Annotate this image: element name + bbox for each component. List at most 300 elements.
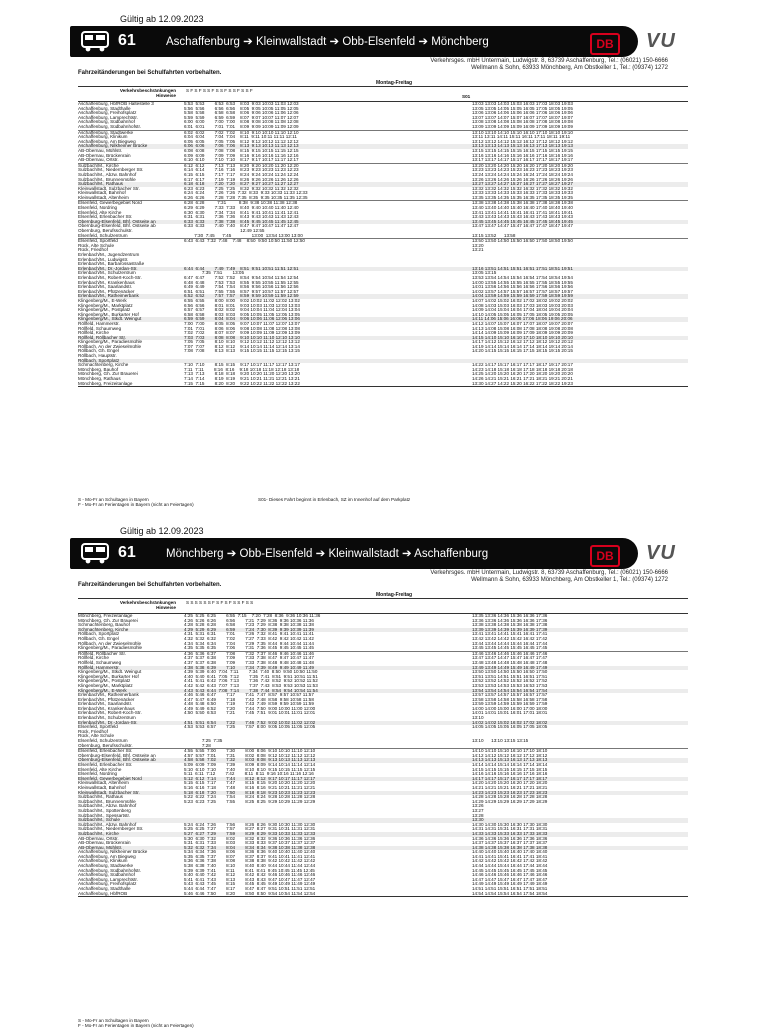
afternoon-times: 14:05 14:05 15:05 16:05 17:05 18:05: [472, 724, 548, 730]
stop-name: Obernburg, Berufsschulstr.: [78, 742, 133, 748]
stop-name: Sulzbach/M., Spessartstr.: [78, 812, 131, 818]
timetable-row: [78, 196, 688, 201]
morning-times: 7:15 7:15 8:20 8:20 9:22 10:22 11:22 12:22 13:22: [184, 380, 300, 386]
morning-times: 5:12 6:12 7:14 7:44 8:12 8:12 9:17 10:17 11:17 12:17: [184, 775, 316, 781]
stop-name: Aschaffenburg, Stadtwerke: [78, 129, 134, 135]
morning-times: 5:09 6:09 7:09 7:39 8:09 8:09 9:14 10:14 11:14 12:14: [184, 762, 316, 767]
afternoon-times: 14:13 14:08 15:08 16:08 17:08 18:08 19:08 20:08: [472, 325, 573, 331]
afternoon-times: 13:35 13:36 14:36 15:36 16:36 17:36: [472, 613, 548, 618]
morning-times: 7:25 7:35: [184, 738, 223, 744]
timetable-header: [78, 598, 688, 614]
afternoon-times: 14:41 14:41 15:41 16:41 17:41 18:41: [472, 853, 548, 859]
afternoon-times: 14:11 14:06 15:06 16:06 17:06 18:06 19:06 20:06: [472, 316, 573, 322]
morning-times: 5:39 6:39 7:41 8:11 8:41 8:41 9:45 10:45 11:45 12:45: [184, 867, 315, 873]
timetable-row: [78, 234, 688, 239]
footnotes: [78, 1018, 194, 1028]
afternoon-times: 13:27 13:27 14:27 15:27 16:27 17:27 18:27 19:27: [472, 181, 573, 187]
morning-times: 6:51 6:51 7:55 7:55 8:57 9:57 10:57 11:57 12:57: [184, 288, 299, 294]
afternoon-times: 13:30: [472, 817, 484, 823]
header-restrictions: Verkehrsbeschränkungen: [119, 600, 176, 605]
stop-name: Schmachtenberg, Bauhof: [78, 622, 130, 628]
stop-name: Sulzbach/M., Niedernberger Str.: [78, 826, 144, 832]
stop-name: AB-Obernau, Ortstr.: [78, 157, 119, 163]
stop-name: Rück, Friedhof: [78, 728, 108, 734]
footnote-school-days: S - Mo-Fr an Schultagen in Bayern: [78, 497, 149, 502]
stop-name: Aschaffenburg, Klinikum: [78, 134, 128, 140]
afternoon-times: 14:21 14:21 15:21 16:21 17:21 18:21: [472, 784, 548, 790]
stop-name: Klingenberg/M., E-Werk: [78, 687, 127, 693]
stop-name: Mönchberg, Freizeitanlage: [78, 380, 133, 386]
stop-name: Klingenberg/M., Paradiesmühle: [78, 339, 143, 345]
afternoon-times: 14:47 14:47 15:47 16:47 17:47 18:47: [472, 876, 548, 882]
afternoon-times: 14:20 14:20 15:20 16:20 17:20 18:20: [472, 780, 548, 786]
morning-times: 6:10 6:10 7:10 7:10 8:17 9:17 10:17 11:17 12:17: [184, 157, 299, 163]
afternoon-times: 14:36 14:36 15:36 16:36 17:36 18:36: [472, 835, 548, 841]
valid-from: Gültig ab 12.09.2023: [120, 526, 204, 536]
line-number: 61: [118, 32, 136, 49]
morning-times: 6:59 6:59 8:04 8:04 9:06 10:06 11:06 12:06 13:06: [184, 316, 300, 322]
afternoon-times: 13:33 13:33 14:33 15:33 16:33 17:33 18:33 19:33: [472, 190, 573, 196]
stop-name: Aschaffenburg, Am Biegweg: [78, 853, 136, 859]
morning-times: 5:35 6:35 7:37 8:07 8:37 8:37 9:41 10:41 11:41 12:41: [184, 853, 316, 859]
morning-times: 5:31 6:31 7:33 8:03 8:33 8:33 9:37 10:37 11:37 12:37: [184, 840, 316, 846]
afternoon-times: 14:44 14:44 15:44 16:44 17:44 18:44: [472, 863, 548, 869]
morning-times: 6:30 6:30 7:34 7:34 8:41 9:41 10:41 11:41 12:41: [184, 209, 299, 215]
afternoon-times: 14:22 14:17 15:17 16:17 17:17 18:17 19:17 20:17: [472, 362, 573, 368]
stop-name: Aschaffenburg, Am Biegweg: [78, 138, 136, 144]
afternoon-times: 13:05 13:05 14:05 15:05 16:05 17:05 18:05 19:05: [472, 105, 573, 111]
afternoon-times: 13:17 13:17 14:17 15:17 16:17 17:17 18:17 19:17: [472, 157, 573, 163]
vu-logo: VU: [646, 542, 676, 564]
morning-times: 6:24 6:24 7:26 7:26 7:32 8:33 9:33 10:33 11:33 12:33: [184, 190, 308, 196]
morning-times: 7:01 7:01 8:06 8:06 9:08 10:08 11:08 12:08 13:08: [184, 325, 300, 331]
afternoon-times: 13:16 13:16 14:16 15:16 16:16 17:16 18:16 19:16: [472, 152, 573, 158]
morning-times: 7:11 7:11 8:16 8:16 9:18 10:18 11:18 12:18 13:18: [184, 366, 300, 372]
stop-name: Erlenbach/M., Saarlandstr.: [78, 284, 133, 290]
afternoon-times: 14:04 13:59 14:59 15:59 16:59 17:59 18:59 19:59: [472, 293, 573, 299]
timetable: [78, 598, 688, 897]
stop-name: AB-Obernau, Brückenrain: [78, 840, 131, 846]
afternoon-times: 14:33 14:33 15:33 16:33 17:33 18:33: [472, 830, 548, 836]
afternoon-times: 13:16 13:51 14:51 15:51 16:51 17:51 18:51 19:51: [472, 265, 573, 271]
stop-name: Erlenbach/M., Ratheimerbank: [78, 692, 139, 698]
morning-times: 4:40 5:40 6:41 7:05 7:12 7:35 7:41 8:51 9:51 10:51 11:51: [184, 673, 318, 679]
stop-name: Erlenbach/M., Dr.-Jordan-Str.: [78, 719, 138, 725]
afternoon-times: 14:01 13:56 14:56 15:56 16:56 17:56 18:56 19:56: [472, 284, 573, 290]
route-title: Mönchberg ➔ Obb-Elsenfeld ➔ Kleinwallstadt ➔ Aschaffenburg: [166, 548, 489, 560]
afternoon-times: 14:54 14:54 15:54 16:54 17:54 18:54: [472, 890, 548, 896]
morning-times: 4:31 5:31 6:31 7:01 7:26 7:32 8:41 9:41 10:41 11:41: [184, 631, 314, 637]
timetable-end-rule: [78, 386, 688, 387]
morning-times: 6:58 6:58 8:03 8:03 9:05 10:05 11:05 12:05 13:05: [184, 311, 300, 317]
stop-name: Sulzbach/M., Kirche: [78, 162, 119, 168]
afternoon-times: 13:27: [472, 807, 484, 813]
morning-times: 4:47 5:47 6:49 7:18 7:42 7:48 8:58 9:58 10:58 11:58: [184, 696, 314, 702]
stop-name: Elsenfeld, Gewerbegebiet Nord: [78, 200, 142, 206]
afternoon-times: 13:05 13:15: [472, 270, 497, 276]
stop-name: Obernburg, Berufsschulstr.: [78, 228, 133, 234]
stop-name: Aschaffenburg, Stadthalle: [78, 886, 131, 892]
operator-line-2: Wellmann & Sohn, 63933 Mönchberg, Am Obstkeller 1, Tel.: (09374) 1272: [471, 65, 668, 71]
afternoon-times: 14:02 14:02 15:02 16:02 17:02 18:02: [472, 719, 548, 725]
afternoon-times: 13:49 13:49 14:49 15:49 16:49 17:49: [472, 664, 548, 670]
afternoon-times: 13:53 13:53 14:53 15:53 16:53 17:53: [472, 682, 548, 688]
stop-name: Röllfeld, Hammerstr.: [78, 664, 120, 670]
afternoon-times: 14:49 14:49 15:49 16:49 17:49 18:49: [472, 881, 548, 887]
stop-name: Klingenberg/M., Marktplatz: [78, 682, 133, 688]
operator-line-1: Verkehrsges. mbH Untermain, Ludwigstr. 8, 63739 Aschaffenburg, Tel.: (06021) 150-6666: [430, 570, 668, 576]
afternoon-times: 13:28: [472, 812, 484, 818]
morning-times: 5:18 6:18 7:20 7:50 8:18 8:18 9:23 10:23 11:23 12:23: [184, 789, 316, 795]
morning-times: 4:39 5:39 6:40 7:04 7:11 7:34 7:40 8:50 9:50 10:50 11:50: [184, 669, 318, 675]
morning-times: 5:24 6:24 7:26 7:56 8:26 8:26 9:30 10:30 11:30 12:30: [184, 821, 316, 827]
timetable: [78, 86, 688, 387]
stop-name: Röllbach, An der Zwieselmühle: [78, 640, 142, 646]
stop-name: Aschaffenburg, Südbahnhof: [78, 119, 135, 125]
stop-name: Mönchberg, Bauhof: [78, 366, 119, 372]
morning-times: 6:09 6:09 7:09 7:09 8:16 9:16 10:16 11:16 12:16: [184, 152, 299, 158]
afternoon-times: 14:16 14:16 15:16 16:16 17:16 18:16: [472, 771, 548, 777]
morning-times: 5:41 6:41 7:43 8:13 8:43 8:43 9:47 10:47 11:47 12:47: [184, 876, 316, 882]
stop-name: Rück, Alte Schule: [78, 733, 115, 739]
afternoon-times: 13:07 13:07 14:07 15:07 16:07 17:07 18:07 19:07: [472, 114, 573, 120]
morning-times: 4:41 5:41 6:42 7:06 7:13 7:36 7:42 8:52 9:52 10:52 11:52: [184, 678, 318, 684]
stop-name: Klingenberg/M., Burkarter Hof: [78, 311, 139, 317]
operator-info: [430, 58, 668, 72]
afternoon-times: 13:15 13:52 13:58: [472, 232, 516, 238]
afternoon-times: 14:31 14:31 15:31 16:31 17:31 18:31: [472, 826, 548, 832]
line-banner: [70, 538, 638, 569]
footnote-holidays: F - Mo-Fr an Ferientagen in Bayern (nicht an Feiertagen): [78, 502, 194, 507]
service-days: Montag-Freitag: [376, 80, 413, 86]
afternoon-times: 13:26 13:26 14:26 15:26 16:26 17:26 18:26 19:26: [472, 176, 573, 182]
timetable-row: [78, 158, 688, 163]
morning-times: 4:37 5:37 6:38 7:09 7:33 7:38 8:47 9:47 10:47 11:47: [184, 655, 314, 661]
stop-name: Röllbach, Gh. Engel: [78, 348, 119, 354]
afternoon-times: 14:30 14:30 15:30 16:30 17:30 18:30: [472, 821, 548, 827]
afternoon-times: 14:17 14:17 15:17 16:17 17:17 18:17: [472, 775, 548, 781]
morning-times: 12:49 12:55: [184, 228, 265, 234]
afternoon-times: 13:21: [472, 247, 484, 253]
stop-name: Sulzbach/M., Schule: [78, 817, 120, 823]
morning-times: 5:34 6:34 7:36 8:06 8:36 8:36 9:40 10:40 11:40 12:40: [184, 849, 316, 855]
stop-name: Röllbach, An der Zwieselmühle: [78, 343, 142, 349]
afternoon-times: 13:06 13:06 14:06 15:06 16:06 17:06 18:06 19:06: [472, 110, 573, 116]
afternoon-times: 14:20 14:15 15:15 16:15 17:15 18:15 19:15 20:15: [472, 348, 573, 354]
afternoon-times: 13:20: [472, 242, 484, 248]
afternoon-times: 13:48 13:48 14:48 15:48 16:48 17:48: [472, 659, 548, 665]
morning-times: 6:33 6:33 7:38 7:38 8:45 9:45 10:45 11:45 12:45: [184, 218, 299, 224]
timetable-sheet-return: [0, 512, 768, 1028]
afternoon-times: 13:58 13:58 14:58 15:58 16:58 17:58: [472, 696, 548, 702]
stop-name: Elsenfeld, Nordring: [78, 771, 118, 777]
stop-name: Erlenbach/M., Jugendzentrum: [78, 252, 140, 257]
stop-name: Aschaffenburg, Lamprechtstr.: [78, 114, 138, 120]
trip-note-badge: S01: [462, 94, 471, 99]
morning-times: 4:57 5:57 7:01 7:31 8:02 8:08 9:12 10:12 11:12 12:12: [184, 752, 316, 758]
stop-name: Röllfeld, Schaumweg: [78, 325, 122, 331]
stop-name: Sulzbach/M., Abzw. Bahnhof: [78, 821, 137, 827]
timetable-end-rule: [78, 896, 688, 897]
stop-name: Elsenfeld, Erlenbacher Str.: [78, 748, 133, 754]
timetable-row: [78, 892, 688, 897]
afternoon-times: 13:43 13:43 14:43 15:43 16:43 17:43 18:43 19:43: [472, 214, 573, 220]
morning-times: 5:46 6:46 7:50 8:20 8:50 8:50 9:54 10:54 11:54 12:54: [184, 890, 316, 896]
timetable-row: [78, 382, 688, 387]
morning-times: 5:38 6:38 7:40 8:10 8:40 8:40 9:44 10:44 11:44 12:44: [184, 863, 316, 869]
stop-name: Obernburg-Elsenfeld, Bhf. Ostseite ab: [78, 757, 156, 763]
stop-name: Sulzbach/M., Rathaus: [78, 181, 123, 187]
footnotes: [78, 497, 194, 507]
morning-times: 5:25 6:25 7:27 7:57 8:27 8:27 9:31 10:31 11:31 12:31: [184, 826, 316, 832]
afternoon-times: 13:20 13:20 14:20 15:20 16:20 17:20 18:20 19:20: [472, 162, 573, 168]
stop-name: Elsenfeld, Nordring: [78, 205, 118, 211]
morning-times: 7:28: [184, 742, 211, 748]
morning-times: 6:15 6:15 7:17 7:17 8:24 9:24 10:24 11:24 12:24: [184, 171, 299, 177]
afternoon-times: 13:09 13:09 14:09 15:09 16:09 17:09 18:09 19:09: [472, 123, 573, 129]
db-logo: DB: [590, 33, 620, 55]
morning-times: 5:30 6:30 7:32 8:02 8:32 8:32 9:36 10:36 11:36 12:36: [184, 835, 316, 841]
stop-name: Aschaffenburg, Nilkheimer Brücke: [78, 849, 148, 855]
operator-line-1: Verkehrsges. mbH Untermain, Ludwigstr. 8, 63739 Aschaffenburg, Tel.: (06021) 150-6666: [430, 58, 668, 64]
afternoon-times: 13:40 13:40 14:40 15:40 16:40 17:40 18:40 19:40: [472, 205, 573, 211]
morning-times: 5:43 6:43 7:45 8:15 8:45 8:45 9:49 10:49 11:49 12:49: [184, 881, 316, 887]
stop-name: Elsenfeld, Alte Kirche: [78, 766, 122, 772]
stop-name: Elsenfeld, Schulzentrum: [78, 232, 128, 238]
stop-name: Klingenberg/M., Burkarter Hof: [78, 673, 139, 679]
afternoon-times: 13:57 13:57 14:57 15:57 16:57 17:57: [472, 692, 548, 698]
morning-times: 6:49 6:49 7:54 7:54 8:56 9:56 10:56 11:56 12:56: [184, 284, 299, 290]
morning-times: 5:15 6:15 7:17 7:47 8:15 8:15 9:20 10:20 11:20 12:20: [184, 780, 316, 786]
morning-times: 6:26 6:26 7:28 7:28 7:35 8:35 9:35 10:35 11:35 12:35: [184, 194, 308, 200]
morning-times: 4:51 5:51 6:54 7:22 7:46 7:52 9:02 10:02 11:02 12:02: [184, 719, 316, 725]
morning-times: 5:44 6:44 7:47 8:17 8:47 8:47 9:51 10:51 11:51 12:51: [184, 886, 316, 892]
afternoon-times: 13:15 13:15 14:15 15:15 16:15 17:15 18:15 19:15: [472, 147, 573, 153]
stop-name: Mönchberg, Gh. Zur Brauerei: [78, 371, 138, 377]
stop-name: Erlenbach/M., Pfützenäcker: [78, 288, 135, 294]
footnote-school-days: S - Mo-Fr an Schultagen in Bayern: [78, 1018, 149, 1023]
schedule-notice: Fahrzeitänderungen bei Schulfahrten vorbehalten.: [78, 70, 222, 76]
morning-times: 6:56 6:56 8:01 8:01 9:03 10:03 11:03 12:03 13:03: [184, 302, 300, 308]
stop-name: Rück, Friedhof: [78, 247, 108, 253]
timetable-rows: [78, 102, 688, 386]
afternoon-times: 13:47 13:47 14:47 15:47 16:47 17:47 18:47 19:47: [472, 223, 573, 229]
afternoon-times: 13:59 13:59 14:59 15:59 16:59 17:59: [472, 701, 548, 707]
bus-icon: [80, 30, 110, 52]
stop-name: Erlenbach/M., Schulzentrum: [78, 270, 136, 276]
morning-times: 7:08 7:08 8:13 8:13 9:15 10:15 11:15 12:15 13:15: [184, 348, 300, 354]
morning-times: 7:13 7:13 8:18 8:18 9:20 10:20 11:20 12:20 13:20: [184, 371, 300, 377]
afternoon-times: 13:12 13:12 14:12 15:12 16:12 17:12 18:12 19:12: [472, 138, 573, 144]
morning-times: 4:34 5:34 6:34 7:04 7:29 7:35 8:44 9:44 10:44 11:44: [184, 640, 314, 646]
stop-name: Schmachtenberg, Kirche: [78, 362, 129, 368]
afternoon-times: 13:46 13:46 14:46 15:46 16:46 17:46: [472, 650, 548, 656]
vu-logo: VU: [646, 30, 676, 52]
schedule-notice: Fahrzeitänderungen bei Schulfahrten vorbehalten.: [78, 582, 222, 588]
afternoon-times: 13:32 13:32 14:32 15:32 16:32 17:32 18:32 19:32: [472, 185, 573, 191]
stop-name: Klingenberg/M., Marktplatz: [78, 302, 133, 308]
afternoon-times: 14:00 13:55 14:55 15:55 16:55 17:55 18:55 19:55: [472, 279, 573, 285]
stop-name: Kleinwallstadt, Bahnhof: [78, 190, 126, 196]
stop-name: Sulzbach/M., Abzw. Bahnhof: [78, 171, 137, 177]
stop-name: Klingenberg/M., E-Werk: [78, 297, 127, 303]
afternoon-times: 14:09 14:04 15:04 16:04 17:04 18:04 19:04 20:04: [472, 307, 573, 313]
morning-times: 5:53 5:53 6:53 6:53 8:03 9:03 10:03 11:03 12:03: [184, 101, 299, 106]
morning-times: 4:38 5:38 6:39 7:10 7:34 7:39 8:49 9:49 10:49 11:49: [184, 664, 314, 670]
line-banner: [70, 26, 638, 57]
header-restrictions: Verkehrsbeschränkungen: [119, 88, 176, 93]
stop-name: Erlenbach/M., Barbarossastraße: [78, 261, 145, 267]
afternoon-times: 13:50 13:50 14:50 15:50 16:50 17:50 18:50 19:50: [472, 238, 573, 244]
morning-times: 4:35 5:35 6:35 7:06 7:31 7:36 8:45 9:45 10:45 11:45: [184, 645, 314, 651]
afternoon-times: 13:26: [472, 803, 484, 809]
afternoon-times: 13:24 13:24 14:24 15:24 16:24 17:24 18:24 19:24: [472, 171, 573, 177]
afternoon-times: 14:28 14:28 15:28 16:28 17:28 18:28: [472, 794, 548, 800]
stop-name: Elsenfeld, Sportfeld: [78, 238, 118, 244]
afternoon-times: 13:41 13:41 14:41 15:41 16:41 17:41 18:41 19:41: [472, 209, 573, 215]
morning-times: 4:46 5:46 6:47 7:17 7:41 7:47 8:57 9:57 10:57 11:57: [184, 692, 314, 698]
afternoon-times: 13:45 13:45 14:45 15:45 16:45 17:45: [472, 645, 548, 651]
morning-times: 5:58 5:58 6:58 6:58 8:06 9:06 10:06 11:06 12:06: [184, 110, 299, 116]
morning-times: 4:29 5:29 6:29 6:59 7:24 7:30 8:39 9:39 10:39 11:39: [184, 626, 314, 632]
morning-times: 6:44 6:44 7:49 7:49 8:51 9:51 10:51 11:51 12:51: [184, 265, 299, 271]
stop-name: AB-Obernau, Ortstr.: [78, 835, 119, 841]
morning-times: 6:47 6:47 7:52 7:52 8:54 9:54 10:54 11:54 12:54: [184, 274, 299, 280]
stop-name: Sulzbach/M., Spottenberg: [78, 807, 131, 813]
afternoon-times: 14:40 14:40 15:40 16:40 17:40 18:40: [472, 849, 548, 855]
header-notes: Hinweise: [156, 93, 176, 98]
stop-name: Obernburg-Elsenfeld, Bhf. Ostseite an: [78, 218, 156, 224]
morning-times: 4:32 5:32 6:32 7:02 7:27 7:33 8:42 9:42 10:42 11:42: [184, 635, 314, 641]
afternoon-times: 14:42 14:42 15:42 16:42 17:42 18:42: [472, 858, 548, 864]
morning-times: 5:27 6:27 7:29 7:59 8:29 8:29 9:33 10:33 11:33 12:33: [184, 830, 316, 836]
stop-name: Aschaffenburg, Nilkheimer Brücke: [78, 143, 148, 149]
stop-name: Aschaffenburg, Freihofsplatz: [78, 881, 137, 887]
morning-times: 6:08 6:08 7:08 7:08 8:15 9:15 10:15 11:15 12:15: [184, 147, 299, 153]
morning-times: 6:31 6:31 7:36 7:36 8:43 9:43 10:43 11:43 12:43: [184, 214, 299, 220]
service-days: Montag-Freitag: [376, 592, 413, 598]
stop-name: Elsenfeld, Alte Kirche: [78, 209, 122, 215]
morning-times: 5:23 6:23 7:25 7:55 8:25 8:25 9:29 10:29 11:29 12:29: [184, 798, 316, 804]
afternoon-times: 14:46 14:46 15:46 16:46 17:46 18:46: [472, 872, 548, 878]
stop-name: Klingenberg/M., Paradiesmühle: [78, 645, 143, 651]
morning-times: 6:48 6:48 7:53 7:53 8:55 9:55 10:55 11:55 12:55: [184, 279, 299, 285]
morning-times: 6:18 6:18 7:20 7:20 8:27 9:27 10:27 11:27 12:27: [184, 181, 299, 187]
stop-name: Sulzbach/M., Brunnenmühle: [78, 176, 136, 182]
operator-info: [430, 570, 668, 584]
afternoon-times: 13:13 13:13 14:13 15:13 16:13 17:13 18:13 19:13: [472, 143, 573, 149]
stop-name: Elsenfeld, Schulzentrum: [78, 738, 128, 744]
stop-name: Klingenberg/M., Stkdt. Weingut: [78, 316, 142, 322]
morning-times: 5:59 5:59 6:59 6:59 8:07 9:07 10:07 11:07 12:07: [184, 114, 299, 120]
stop-name: Sulzbach/M., Kirche: [78, 830, 119, 836]
afternoon-times: 13:23 13:23 14:23 15:23 16:23 17:23 18:23 19:23: [472, 167, 573, 173]
morning-times: 6:17 6:17 7:19 7:19 8:26 9:26 10:26 11:26 12:26: [184, 176, 299, 182]
morning-times: 5:36 6:36 7:38 8:08 8:38 8:38 9:42 10:42 11:42 12:42: [184, 858, 316, 864]
restriction-marks: S S S S S S F S F S F S S F S S: [186, 600, 254, 605]
afternoon-times: 14:10 14:10 15:10 16:10 17:10 18:10: [472, 748, 548, 754]
morning-times: 6:01 6:01 7:01 7:01 8:09 9:09 10:09 11:09 12:09: [184, 123, 299, 129]
morning-times: 6:57 6:57 8:02 8:02 9:04 10:04 11:04 12:04 13:04: [184, 307, 300, 313]
route-title: Aschaffenburg ➔ Kleinwallstadt ➔ Obb-Elsenfeld ➔ Mönchberg: [166, 36, 489, 48]
afternoon-times: 14:51 14:51 15:51 16:51 17:51 18:51: [472, 886, 548, 892]
afternoon-times: 14:13 14:13 15:13 16:13 17:13 18:13: [472, 757, 548, 763]
afternoon-times: 13:08 13:08 14:08 15:08 16:08 17:08 18:08 19:08: [472, 119, 573, 125]
afternoon-times: 14:38 14:38 15:38 16:38 17:38 18:38: [472, 844, 548, 850]
afternoon-times: 13:41 13:41 14:41 15:41 16:41 17:41: [472, 631, 548, 637]
stop-name: Elsenfeld, Erlenbacher Str.: [78, 214, 133, 220]
afternoon-times: 14:29 14:29 15:29 16:29 17:29 18:29: [472, 798, 548, 804]
afternoon-times: 14:12 14:07 15:07 16:07 17:07 18:07 19:07 20:07: [472, 320, 573, 326]
morning-times: 5:11 6:11 7:12 7:42 8:11 8:11 9:16 10:16 11:16 12:16: [184, 771, 314, 777]
afternoon-times: 13:11 13:11 14:11 15:11 16:11 17:11 18:11 19:11: [472, 134, 571, 140]
stop-name: Aschaffenburg, Lamprechtstr.: [78, 876, 138, 882]
morning-times: 4:55 5:55 7:00 7:30 8:00 8:06 9:10 10:10 11:10 12:10: [184, 748, 316, 754]
stop-name: Sulzbach/M., Niedernberger Str.: [78, 167, 144, 173]
afternoon-times: 13:10: [472, 715, 484, 721]
stop-name: Sulzbach/M., Rathaus: [78, 794, 123, 800]
stop-name: Röllfeld, Kirche: [78, 330, 109, 336]
stop-name: Elsenfeld, Gewerbegebiet Nord: [78, 775, 142, 781]
db-logo: DB: [590, 545, 620, 567]
restriction-marks: S F S F S S F S S F S S F S S F: [186, 88, 253, 93]
morning-times: 6:05 6:05 7:05 7:05 8:12 9:12 10:12 11:12 12:12: [184, 138, 299, 144]
morning-times: 4:49 5:49 6:52 7:20 7:44 7:50 9:00 10:00 11:00 12:00: [184, 705, 316, 711]
morning-times: 6:43 6:43 7:32 7:48 7:48 8:50 9:50 10:50 11:50 12:50: [184, 238, 305, 244]
afternoon-times: 14:25 14:20 15:20 16:20 17:20 18:20 19:20 20:20: [472, 371, 573, 377]
morning-times: 4:42 5:42 6:43 7:07 7:13 7:37 7:43 8:53 9:53 10:53 11:53: [184, 682, 318, 688]
afternoon-times: 13:51 13:51 14:51 15:51 16:51 17:51: [472, 673, 548, 679]
morning-times: 5:56 5:56 6:56 6:56 8:05 9:05 10:05 11:05 12:05: [184, 105, 299, 111]
afternoon-times: 13:44 13:44 14:44 15:44 16:44 17:44: [472, 640, 548, 646]
timetable-row: [78, 744, 688, 749]
morning-times: 7:05 7:05 8:10 8:10 9:12 10:12 11:12 12:12 13:12: [184, 339, 300, 345]
afternoon-times: 14:02 13:57 14:57 15:57 16:57 17:57 18:57 19:57: [472, 288, 573, 294]
afternoon-times: 14:00 14:00 15:00 16:00 17:00 18:00: [472, 705, 548, 711]
stop-name: Röllbach, Gh. Engel: [78, 635, 119, 641]
stop-name: Kleinwallstadt, Altenheim: [78, 194, 129, 200]
timetable-sheet-outbound: [0, 0, 768, 512]
stop-name: Mönchberg, Rathaus: [78, 376, 121, 382]
afternoon-times: 14:45 14:45 15:45 16:45 17:45 18:45: [472, 867, 548, 873]
afternoon-times: 14:14 14:14 15:14 16:14 17:14 18:14: [472, 762, 548, 767]
stop-name: AB-Obernau, Mühlstr.: [78, 844, 123, 850]
afternoon-times: 13:35 13:35 14:35 15:35 16:35 17:35 18:35 19:35: [472, 194, 573, 200]
stop-name: Aschaffenburg, Klinikum: [78, 858, 128, 864]
morning-times: 4:25 5:25 6:25 6:55 7:15 7:20 7:28 8:36 9:36 10:36 11:36: [184, 613, 321, 618]
afternoon-times: 13:52 13:52 14:52 15:52 16:52 17:52: [472, 678, 548, 684]
stop-name: Kleinwallstadt, Bahnhof: [78, 784, 126, 790]
stop-name: Aschaffenburg, HbfROB: [78, 890, 128, 896]
afternoon-times: 13:38 13:38 14:38 15:38 16:38 17:38: [472, 622, 548, 628]
stop-name: Kleinwallstadt, Sulzbacher Str.: [78, 185, 140, 191]
timetable-rows: [78, 614, 688, 896]
morning-times: 7:14 7:14 8:19 8:19 9:21 10:21 11:21 12:21 13:21: [184, 376, 300, 382]
morning-times: 7:02 7:02 8:07 8:07 9:09 10:09 11:09 12:09 13:09: [184, 330, 300, 336]
stop-name: Obernburg-Elsenfeld, Bhf. Ostseite an: [78, 752, 156, 758]
stop-name: AB-Obernau, Mühlstr.: [78, 147, 123, 153]
line-number: 61: [118, 544, 136, 561]
operator-line-2: Wellmann & Sohn, 63933 Mönchberg, Am Obstkeller 1, Tel.: (09374) 1272: [471, 577, 668, 583]
morning-times: 4:48 5:48 6:50 7:19 7:43 7:49 8:59 9:59 10:59 11:59: [184, 701, 314, 707]
stop-name: Mönchberg, Freizeitanlage: [78, 613, 133, 618]
stop-name: Erlenbach/M., Robert-Koch-Str.: [78, 274, 142, 280]
stop-name: Rück, Alte Schule: [78, 242, 115, 248]
afternoon-times: 13:54 13:54 14:54 15:54 16:54 17:54: [472, 687, 548, 693]
morning-times: 5:40 6:40 7:42 8:12 8:42 8:42 9:46 10:46 11:46 12:46: [184, 872, 316, 878]
morning-times: 6:00 6:00 7:00 7:00 8:08 9:08 10:08 11:08 12:08: [184, 119, 299, 125]
afternoon-times: 13:42 13:42 14:42 15:42 16:42 17:42: [472, 635, 548, 641]
